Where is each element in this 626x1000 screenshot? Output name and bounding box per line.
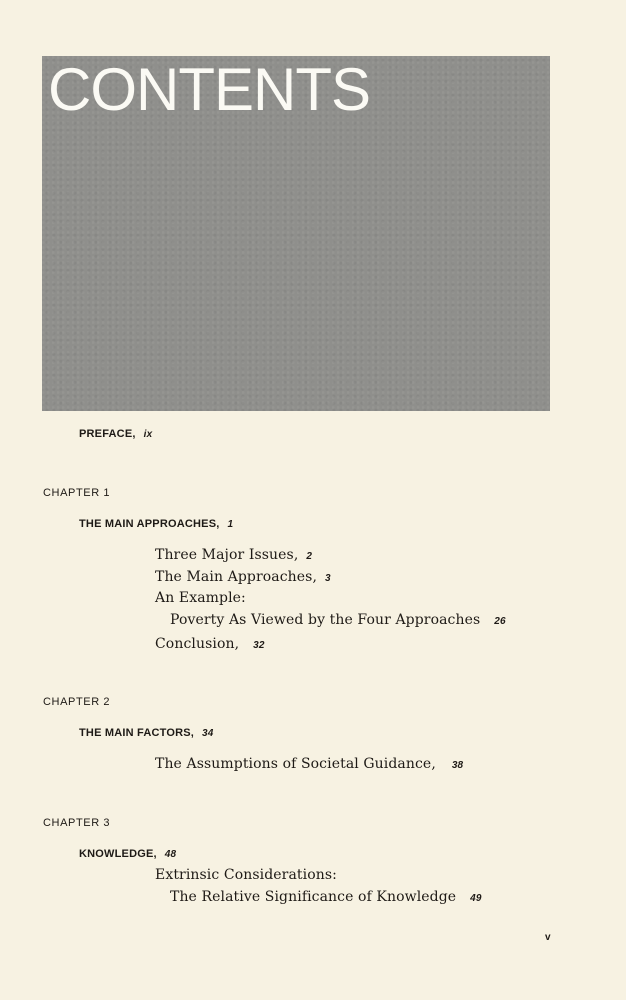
toc-entry-chapter-title bbox=[79, 518, 233, 530]
toc-page-number: 2 bbox=[306, 551, 313, 562]
toc-entry-chapter-title bbox=[79, 848, 176, 860]
section-title: The Assumptions of Societal Guidance, bbox=[155, 756, 436, 772]
header-image-block bbox=[42, 56, 550, 411]
page-title: CONTENTS bbox=[48, 56, 370, 123]
section-title: Poverty As Viewed by the Four Approaches bbox=[170, 612, 481, 628]
toc-entry-preface bbox=[79, 428, 152, 440]
toc-page-number: ix bbox=[143, 429, 153, 440]
toc-section-entry bbox=[155, 867, 337, 883]
toc-section-entry bbox=[155, 547, 312, 563]
toc-entry-chapter-title bbox=[79, 727, 214, 739]
section-title: The Main Approaches, bbox=[155, 569, 317, 585]
section-title: An Example: bbox=[155, 590, 246, 606]
toc-entry-label: PREFACE, bbox=[79, 428, 136, 440]
section-title: Three Major Issues, bbox=[155, 547, 299, 563]
toc-section-entry bbox=[155, 756, 463, 772]
toc-section-entry bbox=[155, 590, 246, 606]
toc-page-number: 49 bbox=[470, 893, 482, 904]
page-number: v bbox=[545, 932, 551, 943]
chapter-label: CHAPTER 1 bbox=[43, 487, 111, 499]
toc-page-number: 38 bbox=[451, 760, 464, 771]
toc-page-number: 48 bbox=[164, 849, 177, 860]
chapter-title: KNOWLEDGE, bbox=[79, 848, 157, 860]
toc-page-number: 3 bbox=[325, 573, 331, 584]
chapter-label: CHAPTER 2 bbox=[43, 696, 111, 708]
toc-section-entry bbox=[170, 612, 506, 628]
section-title: Extrinsic Considerations: bbox=[155, 867, 337, 883]
toc-section-entry bbox=[155, 636, 264, 652]
toc-page-number: 32 bbox=[253, 640, 265, 651]
toc-section-entry bbox=[155, 569, 331, 585]
toc-page-number: 1 bbox=[227, 519, 234, 530]
toc-page-number: 34 bbox=[202, 728, 214, 739]
toc-page-number: 26 bbox=[494, 616, 506, 627]
section-title: Conclusion, bbox=[155, 636, 240, 652]
chapter-title: THE MAIN FACTORS, bbox=[79, 727, 195, 739]
chapter-title: THE MAIN APPROACHES, bbox=[79, 518, 220, 530]
section-title: The Relative Significance of Knowledge bbox=[170, 889, 457, 905]
toc-section-entry bbox=[170, 889, 482, 905]
chapter-label: CHAPTER 3 bbox=[43, 817, 111, 829]
